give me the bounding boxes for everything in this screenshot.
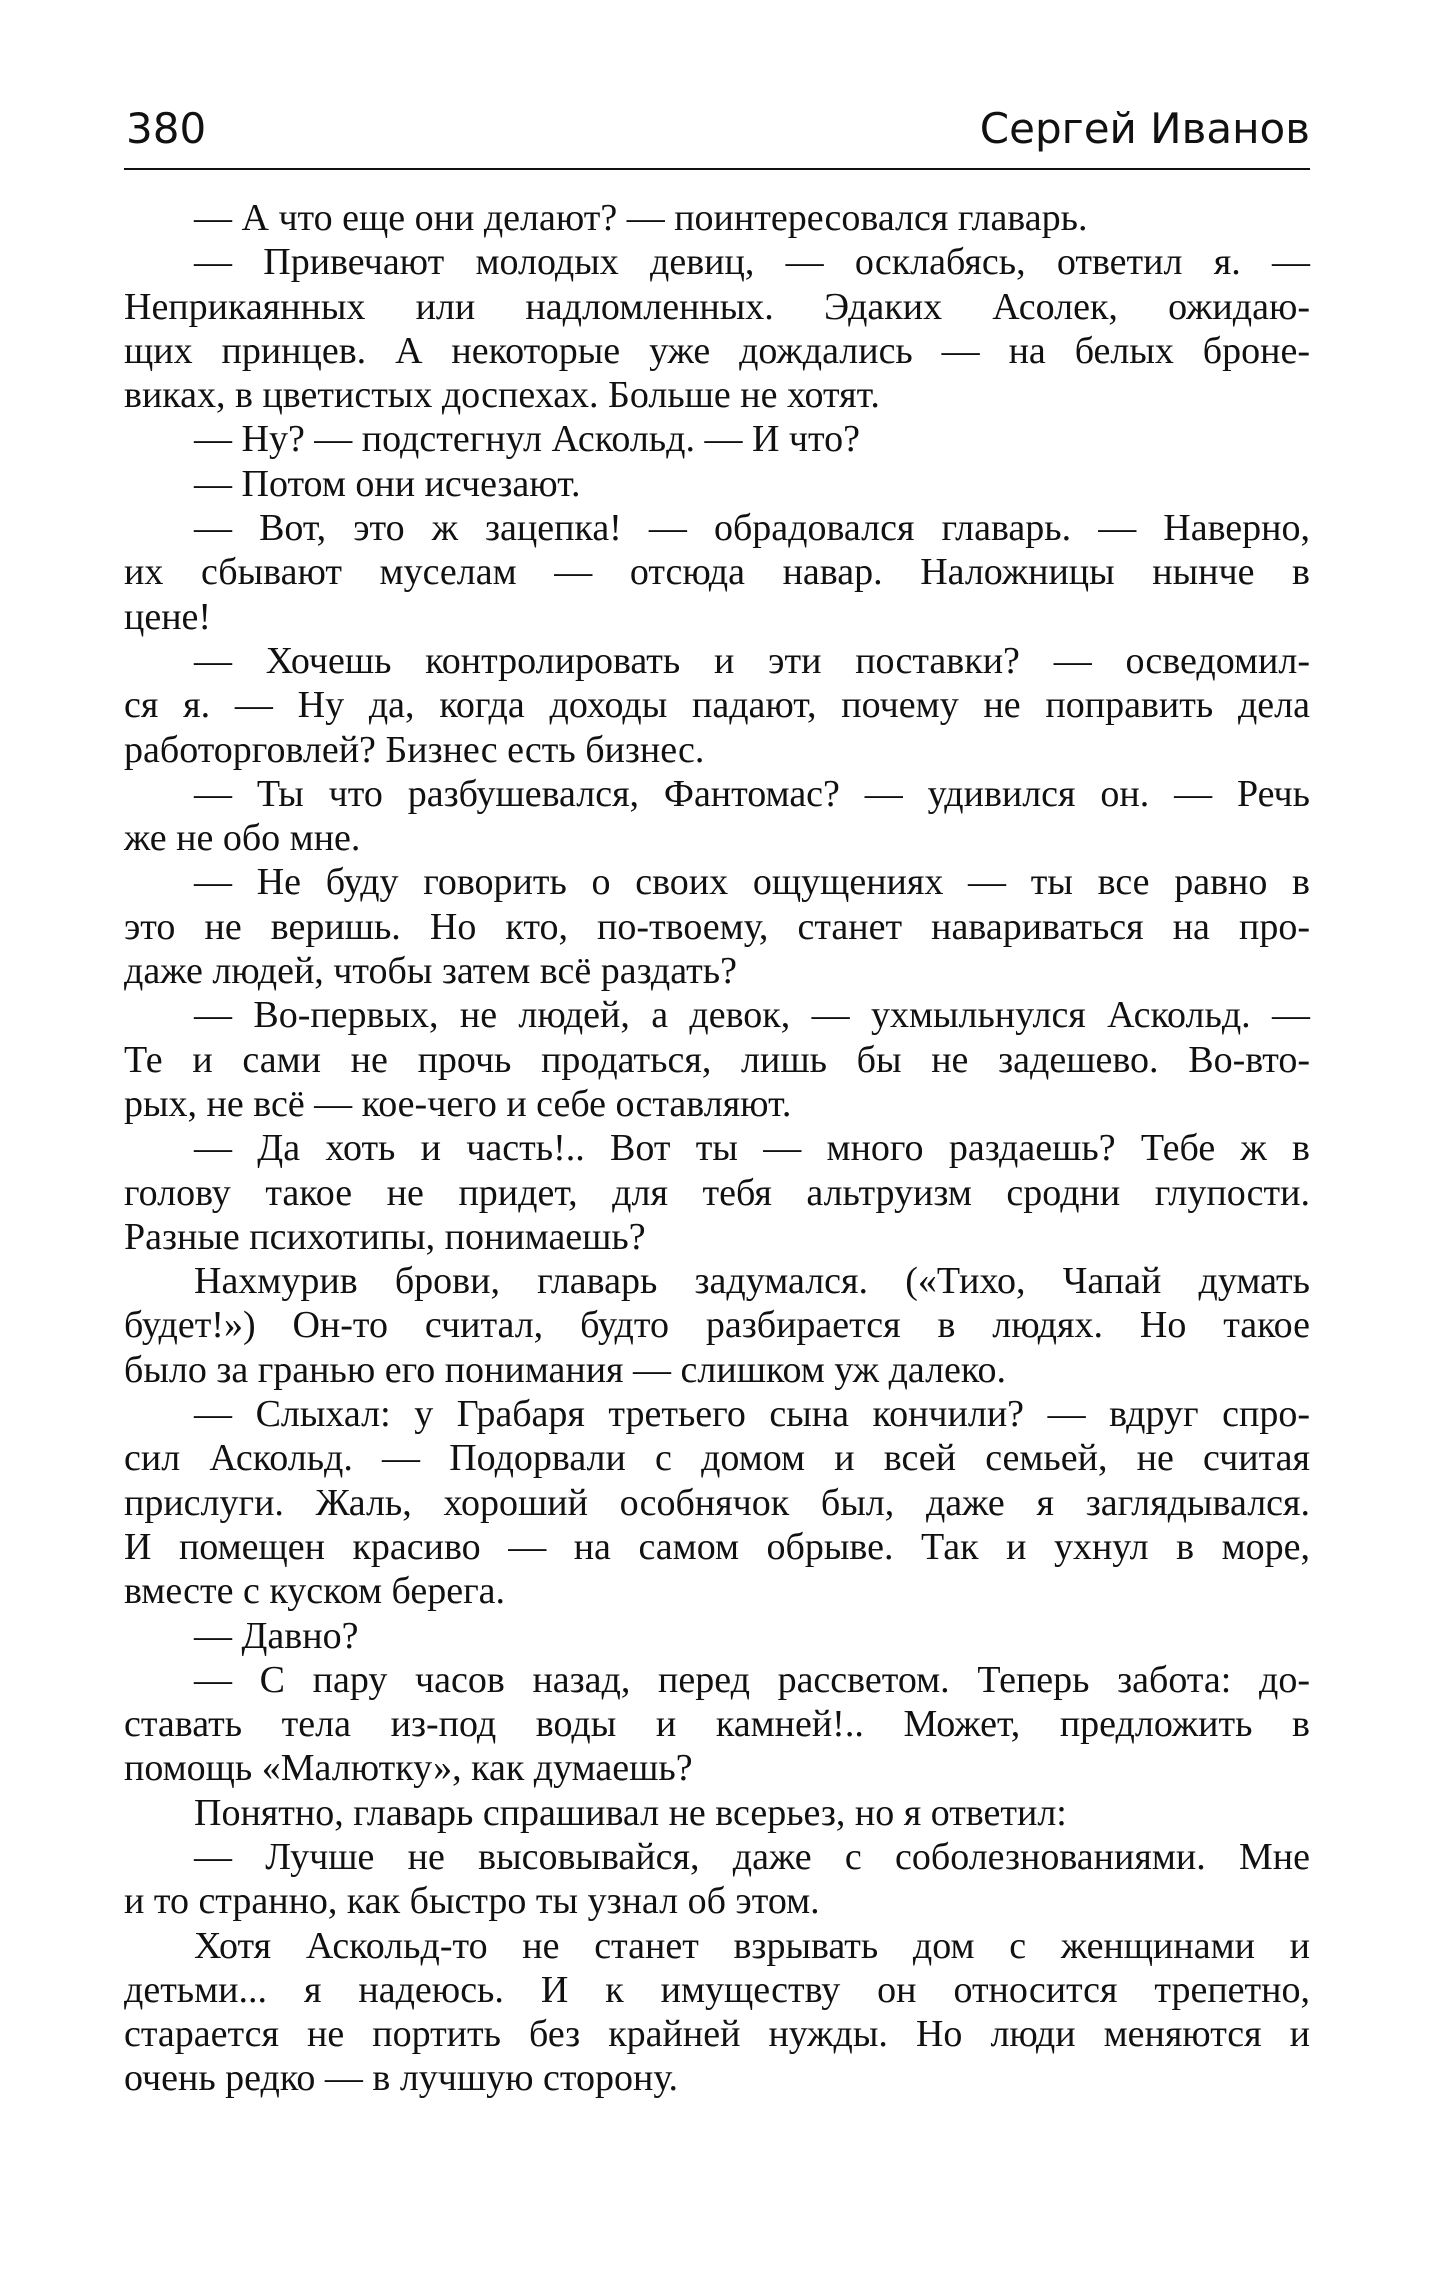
text-line: было за гранью его понимания — слишком уж далеко. (124, 1348, 1006, 1391)
text-line: — Ты что разбушевался, Фантомас? — удивился он. — Речь (194, 772, 1310, 815)
text-line: работорговлей? Бизнес есть бизнес. (124, 728, 705, 771)
text-line: Неприкаянных или надломленных. Эдаких Асолек, ожидаю- (124, 285, 1310, 328)
text-line: — Да хоть и часть!.. Вот ты — много раздаешь? Тебе ж в (194, 1127, 1310, 1170)
text-line: Разные психотипы, понимаешь? (124, 1215, 646, 1258)
text-line: старается не портить без крайней нужды. Но люди меняются и (124, 2013, 1310, 2056)
paragraph (124, 1658, 1310, 1791)
paragraph (124, 860, 1310, 993)
paragraph (124, 772, 1310, 861)
text-line: — Вот, это ж зацепка! — обрадовался главарь. — Наверно, (194, 507, 1310, 550)
text-line: — Во-первых, не людей, а девок, — ухмыльнулся Аскольд. — (194, 994, 1310, 1037)
paragraph (124, 993, 1310, 1126)
text-line: — Слыхал: у Грабаря третьего сына кончили? — вдруг спро- (194, 1393, 1310, 1436)
text-line: Хотя Аскольд-то не станет взрывать дом с женщинами и (194, 1924, 1310, 1967)
text-line: И помещен красиво — на самом обрыве. Так и ухнул в море, (124, 1525, 1310, 1568)
text-line: Те и сами не прочь продаться, лишь бы не задешево. Во-вто- (124, 1038, 1310, 1081)
text-line: будет!») Он-то считал, будто разбирается в людях. Но такое (124, 1304, 1310, 1347)
paragraph (124, 1259, 1310, 1392)
text-line: это не веришь. Но кто, по-твоему, станет навариваться на про- (124, 905, 1310, 948)
paragraph (124, 417, 1310, 461)
text-line: прислуги. Жаль, хороший особнячок был, даже я заглядывался. (124, 1481, 1310, 1524)
text-line: виках, в цветистых доспехах. Больше не хотят. (124, 374, 880, 417)
text-line: ставать тела из-под воды и камней!.. Может, предложить в (124, 1703, 1310, 1746)
paragraph (124, 639, 1310, 772)
text-line: — Лучше не высовывайся, даже с соболезнованиями. Мне (194, 1835, 1310, 1878)
text-line: — Ну? — подстегнул Аскольд. — И что? (194, 418, 860, 461)
paragraph (124, 1126, 1310, 1259)
text-line: — Потом они исчезают. (194, 462, 581, 505)
paragraph (124, 462, 1310, 506)
text-line: сил Аскольд. — Подорвали с домом и всей семьей, не считая (124, 1437, 1310, 1480)
paragraph (124, 196, 1310, 240)
text-line: цене! (124, 595, 212, 638)
text-line: — Не буду говорить о своих ощущениях — ты все равно в (194, 861, 1310, 904)
paragraph (124, 506, 1310, 639)
text-line: вместе с куском берега. (124, 1570, 506, 1613)
text-line: их сбывают муселам — отсюда навар. Наложницы нынче в (124, 551, 1310, 594)
paragraph (124, 1835, 1310, 1924)
text-line: даже людей, чтобы затем всё раздать? (124, 950, 737, 993)
text-line: — С пару часов назад, перед рассветом. Теперь забота: до- (194, 1658, 1310, 1701)
text-line: детьми... я надеюсь. И к имуществу он относится трепетно, (124, 1968, 1310, 2011)
text-line: щих принцев. А некоторые уже дождались — на белых броне- (124, 329, 1310, 372)
running-head-author: Сергей Иванов (979, 104, 1310, 153)
text-line: голову такое не придет, для тебя альтруизм сродни глупости. (124, 1171, 1310, 1214)
text-line: помощь «Малютку», как думаешь? (124, 1747, 693, 1790)
text-line: рых, не всё — кое-чего и себе оставляют. (124, 1082, 792, 1125)
text-line: — Давно? (194, 1614, 359, 1657)
text-line: Нахмурив брови, главарь задумался. («Тихо, Чапай думать (194, 1260, 1310, 1303)
paragraph (124, 1392, 1310, 1613)
paragraph (124, 240, 1310, 417)
text-line: ся я. — Ну да, когда доходы падают, почему не поправить дела (124, 684, 1310, 727)
text-line: — Привечают молодых девиц, — осклабясь, ответил я. — (194, 241, 1310, 284)
paragraph (124, 1614, 1310, 1658)
text-line: очень редко — в лучшую сторону. (124, 2057, 679, 2100)
text-line: же не обо мне. (124, 817, 361, 860)
text-line: — Хочешь контролировать и эти поставки? — осведомил- (194, 639, 1310, 682)
body-text (124, 196, 1310, 2101)
paragraph (124, 1924, 1310, 2101)
text-line: — А что еще они делают? — поинтересовался главарь. (194, 197, 1088, 239)
page-header (124, 104, 1310, 170)
text-line: Понятно, главарь спрашивал не всерьез, но я ответил: (194, 1791, 1067, 1834)
paragraph (124, 1791, 1310, 1835)
text-line: и то странно, как быстро ты узнал об этом. (124, 1880, 820, 1923)
page-number: 380 (126, 104, 207, 153)
